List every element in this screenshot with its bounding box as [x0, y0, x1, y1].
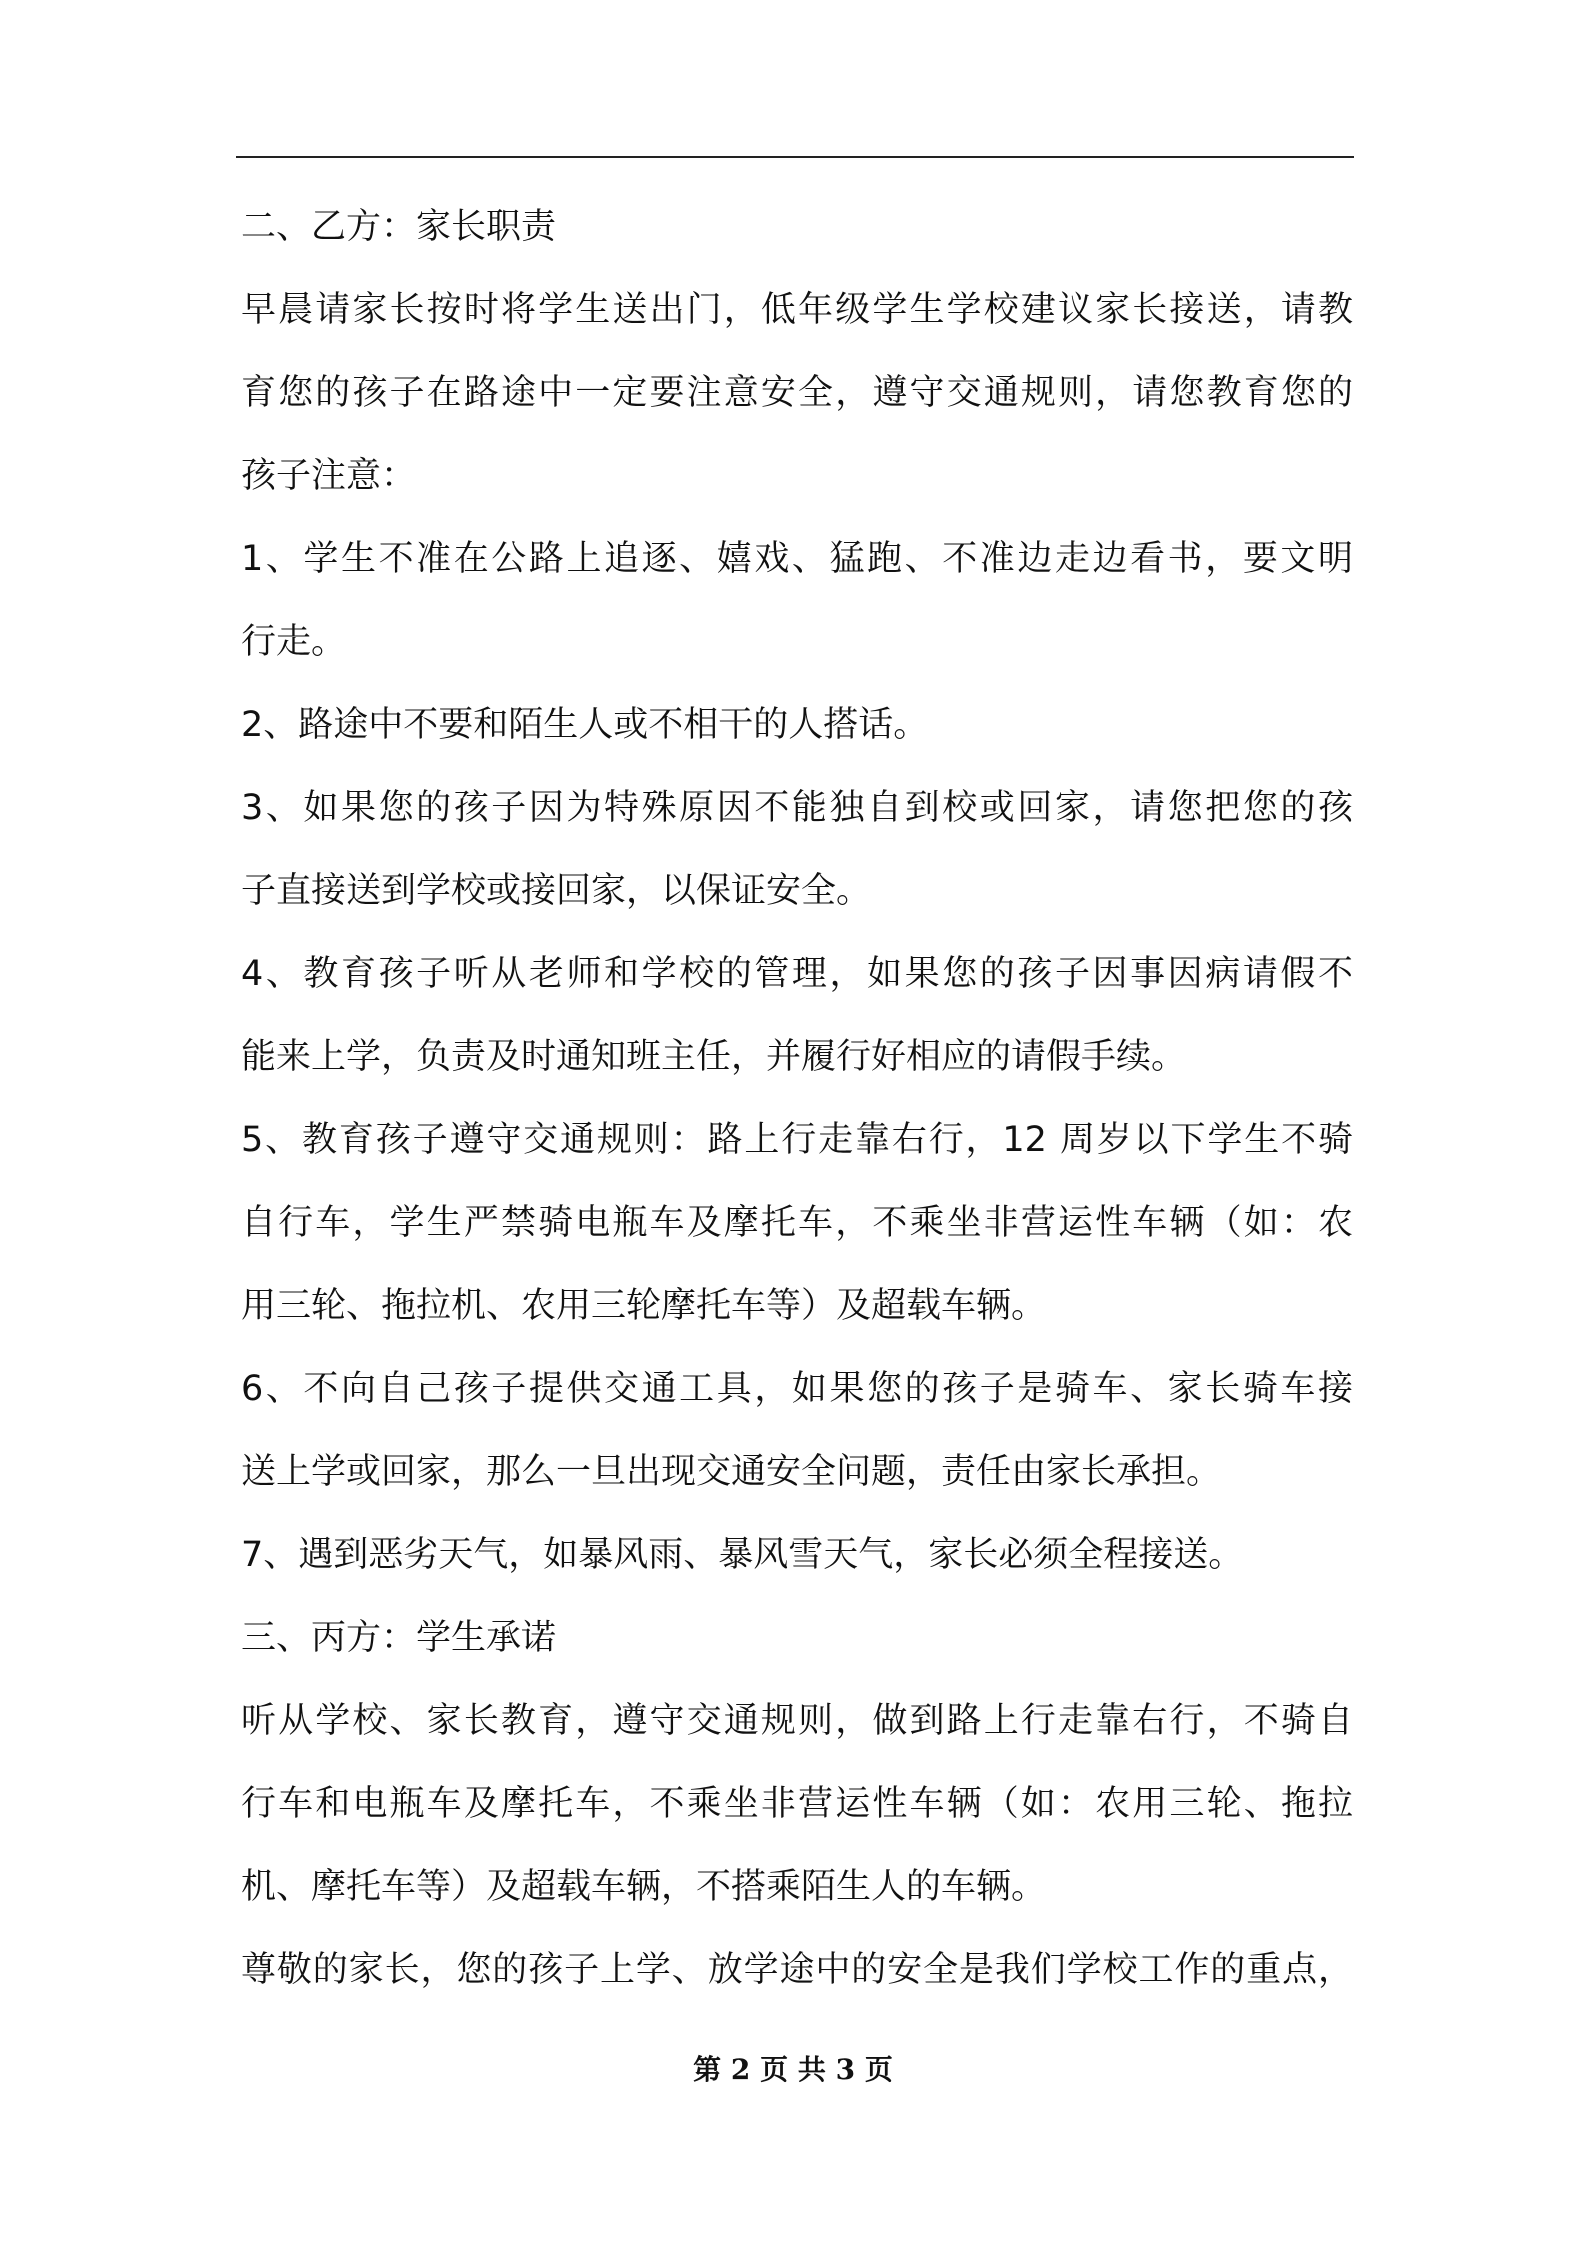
list-item-5-line: 自行车，学生严禁骑电瓶车及摩托车，不乘坐非营运性车辆（如：农: [241, 1203, 1353, 1243]
header-rule: [236, 156, 1354, 158]
paragraph-line: 育您的孩子在路途中一定要注意安全，遵守交通规则，请您教育您的: [241, 373, 1353, 413]
paragraph-line: 早晨请家长按时将学生送出门，低年级学生学校建议家长接送，请教: [241, 290, 1353, 330]
list-item-6-line: 送上学或回家，那么一旦出现交通安全问题，责任由家长承担。: [241, 1452, 1222, 1492]
list-item-6-line: 6、不向自己孩子提供交通工具，如果您的孩子是骑车、家长骑车接: [241, 1369, 1353, 1409]
list-item-3-line: 子直接送到学校或接回家，以保证安全。: [241, 871, 872, 911]
list-item-1-line: 行走。: [241, 622, 347, 662]
section-heading-student-pledge: 三、丙方：学生承诺: [241, 1618, 557, 1658]
paragraph-line: 尊敬的家长，您的孩子上学、放学途中的安全是我们学校工作的重点，: [241, 1950, 1353, 1990]
paragraph-line: 机、摩托车等）及超载车辆，不搭乘陌生人的车辆。: [241, 1867, 1047, 1907]
list-item-4-line: 能来上学，负责及时通知班主任，并履行好相应的请假手续。: [241, 1037, 1187, 1077]
list-item-4-line: 4、教育孩子听从老师和学校的管理，如果您的孩子因事因病请假不: [241, 954, 1353, 994]
paragraph-line: 行车和电瓶车及摩托车，不乘坐非营运性车辆（如：农用三轮、拖拉: [241, 1784, 1353, 1824]
list-item-1-line: 1、学生不准在公路上追逐、嬉戏、猛跑、不准边走边看书，要文明: [241, 539, 1353, 579]
list-item-5-line: 用三轮、拖拉机、农用三轮摩托车等）及超载车辆。: [241, 1286, 1047, 1326]
page-number-footer: 第 2 页 共 3 页: [693, 2053, 893, 2086]
paragraph-line: 孩子注意：: [241, 456, 417, 496]
section-heading-parent-duties: 二、乙方：家长职责: [241, 207, 557, 247]
list-item-3-line: 3、如果您的孩子因为特殊原因不能独自到校或回家，请您把您的孩: [241, 788, 1353, 828]
list-item-5-line: 5、教育孩子遵守交通规则：路上行走靠右行，12 周岁以下学生不骑: [241, 1120, 1353, 1160]
paragraph-line: 听从学校、家长教育，遵守交通规则，做到路上行走靠右行，不骑自: [241, 1701, 1353, 1741]
list-item-7-line: 7、遇到恶劣天气，如暴风雨、暴风雪天气，家长必须全程接送。: [241, 1535, 1244, 1575]
list-item-2-line: 2、路途中不要和陌生人或不相干的人搭话。: [241, 705, 929, 745]
document-body: [241, 186, 1353, 2012]
